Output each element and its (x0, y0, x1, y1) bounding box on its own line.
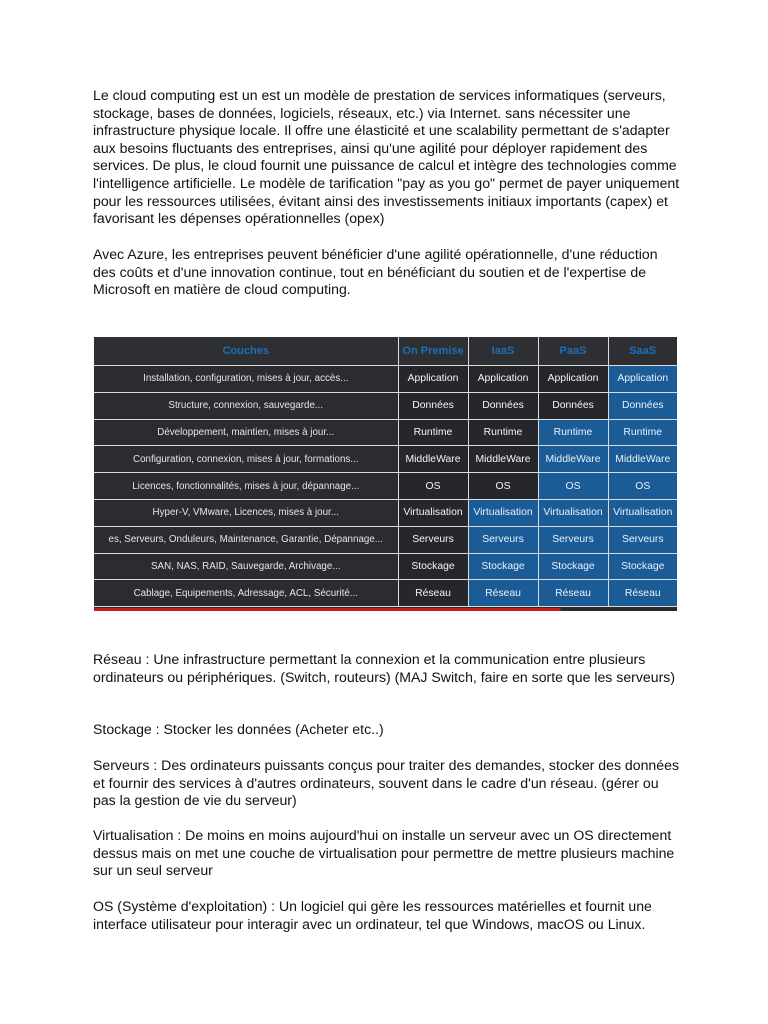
layer-cell: Réseau (468, 580, 538, 607)
layer-cell: OS (608, 473, 677, 500)
layer-cell: Serveurs (398, 526, 468, 553)
layer-cell: MiddleWare (398, 446, 468, 473)
layer-cell: Réseau (538, 580, 608, 607)
layer-cell: Stockage (538, 553, 608, 580)
layer-cell: Stockage (398, 553, 468, 580)
layer-cell: Application (468, 366, 538, 393)
layer-cell: Serveurs (608, 526, 677, 553)
table-row (94, 446, 677, 473)
table-row (94, 473, 677, 500)
layer-tasks-cell: Cablage, Equipements, Adressage, ACL, Sécurité... (94, 580, 398, 607)
definition-reseau: Réseau : Une infrastructure permettant la connexion et la communication entre plusieurs ordinateurs ou périphériques. (Switch, routeurs) (MAJ Switch, faire en sorte que les serveurs) (93, 651, 676, 685)
definition-stockage: Stockage : Stocker les données (Acheter etc..) (93, 721, 384, 737)
table-row (94, 526, 677, 553)
layer-cell: Stockage (468, 553, 538, 580)
table-row (94, 553, 677, 580)
layer-cell: MiddleWare (608, 446, 677, 473)
intro-paragraph-azure: Avec Azure, les entreprises peuvent bénéficier d'une agilité opérationnelle, d'une réduction des coûts et d'une innovation continue, tout en bénéficiant du soutien et de l'expertise de Microsoft en matière de cloud computing. (93, 246, 658, 298)
layer-tasks-cell: Développement, maintien, mises à jour... (94, 419, 398, 446)
layer-cell: Données (608, 392, 677, 419)
header-iaas: IaaS (468, 337, 538, 366)
responsibility-table-image (94, 337, 677, 611)
table-row (94, 419, 677, 446)
layer-cell: Serveurs (468, 526, 538, 553)
table-body (94, 366, 677, 607)
layer-tasks-cell: Configuration, connexion, mises à jour, formations... (94, 446, 398, 473)
layer-cell: Runtime (468, 419, 538, 446)
responsibility-table (94, 337, 677, 607)
layer-cell: Runtime (608, 419, 677, 446)
table-row (94, 366, 677, 393)
layer-cell: OS (398, 473, 468, 500)
layer-cell: MiddleWare (538, 446, 608, 473)
table-header-row (94, 337, 677, 366)
table-row (94, 499, 677, 526)
definition-virtualisation: Virtualisation : De moins en moins aujourd'hui on installe un serveur avec un OS directement dessus mais on met une couche de virtualisation pour permettre de mettre plusieurs machine sur un seul serveur (93, 827, 675, 879)
progress-line (94, 608, 677, 611)
layer-cell: Serveurs (538, 526, 608, 553)
table-row (94, 392, 677, 419)
layer-cell: Application (398, 366, 468, 393)
layer-cell: Application (608, 366, 677, 393)
layer-tasks-cell: Structure, connexion, sauvegarde... (94, 392, 398, 419)
table-row (94, 580, 677, 607)
definition-os: OS (Système d'exploitation) : Un logiciel qui gère les ressources matérielles et fournit une interface utilisateur pour interagir avec un ordinateur, tel que Windows, macOS ou Linux. (93, 898, 652, 932)
layer-cell: Données (468, 392, 538, 419)
definition-serveurs: Serveurs : Des ordinateurs puissants conçus pour traiter des demandes, stocker des données et fournir des services à d'autres ordinateurs, souvent dans le cadre d'un réseau. (gérer ou pas la gestion de vie du serveur) (93, 757, 679, 809)
layer-cell: Virtualisation (398, 499, 468, 526)
layer-cell: Stockage (608, 553, 677, 580)
header-on-premise: On Premise (398, 337, 468, 366)
layer-tasks-cell: SAN, NAS, RAID, Sauvegarde, Archivage... (94, 553, 398, 580)
intro-paragraph-cloud: Le cloud computing est un est un modèle de prestation de services informatiques (serveurs, stockage, bases de données, logiciels, réseaux, etc.) via Internet. sans nécessiter une infrastructure physique locale. Il offre une élasticité et une scalability permettant de s'adapter aux besoins fluctuants des entreprises, ainsi qu'une agilité pour déployer rapidement des services. De plus, le cloud fournit une puissance de calcul et intègre des technologies comme l'intelligence artificielle. Le modèle de tarification "pay as you go" permet de payer uniquement pour les ressources utilisées, évitant ainsi des investissements initiaux importants (capex) et favorisant les dépenses opérationnelles (opex) (93, 87, 680, 227)
header-saas: SaaS (608, 337, 677, 366)
layer-cell: Application (538, 366, 608, 393)
layer-cell: Virtualisation (538, 499, 608, 526)
layer-cell: Runtime (398, 419, 468, 446)
layer-cell: Virtualisation (468, 499, 538, 526)
layer-cell: Données (538, 392, 608, 419)
layer-cell: Virtualisation (608, 499, 677, 526)
layer-tasks-cell: es, Serveurs, Onduleurs, Maintenance, Garantie, Dépannage... (94, 526, 398, 553)
layer-tasks-cell: Installation, configuration, mises à jour, accès... (94, 366, 398, 393)
layer-tasks-cell: Licences, fonctionnalités, mises à jour, dépannage... (94, 473, 398, 500)
layer-cell: OS (538, 473, 608, 500)
layer-tasks-cell: Hyper-V, VMware, Licences, mises à jour... (94, 499, 398, 526)
layer-cell: OS (468, 473, 538, 500)
header-paas: PaaS (538, 337, 608, 366)
header-layers: Couches (94, 337, 398, 366)
layer-cell: Réseau (608, 580, 677, 607)
layer-cell: Données (398, 392, 468, 419)
layer-cell: Runtime (538, 419, 608, 446)
layer-cell: MiddleWare (468, 446, 538, 473)
layer-cell: Réseau (398, 580, 468, 607)
